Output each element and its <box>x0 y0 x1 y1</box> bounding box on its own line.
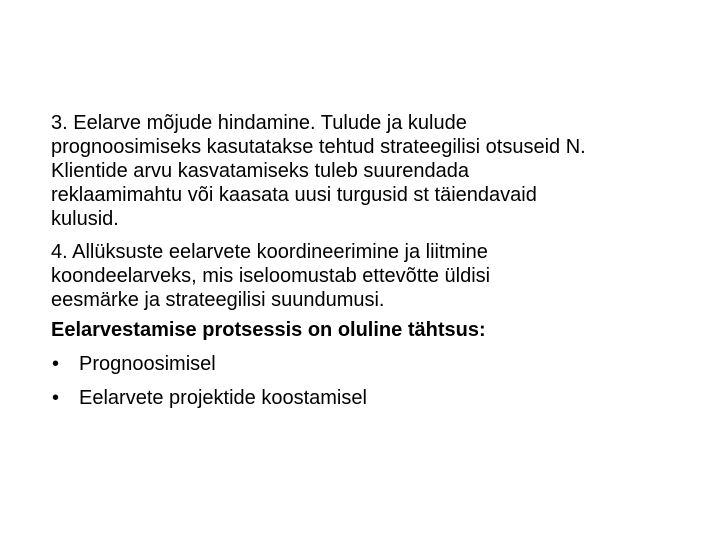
paragraph-budget-coordination <box>51 240 711 312</box>
bullet-marker: • <box>52 387 60 409</box>
bullet-list <box>51 352 711 410</box>
bullet-item <box>51 386 711 410</box>
paragraph-line: Klientide arvu kasvatamiseks tuleb suurendada <box>51 160 470 182</box>
paragraph-line: prognoosimiseks kasutatakse tehtud strateegilisi otsuseid N. <box>51 136 586 158</box>
paragraph-budget-impact <box>51 111 711 231</box>
slide-content <box>51 111 711 420</box>
bullet-text: Eelarvete projektide koostamisel <box>79 387 367 409</box>
paragraph-line: 3. Eelarve mõjude hindamine. Tulude ja kulude <box>51 112 467 134</box>
paragraph-line: eesmärke ja strateegilisi suundumusi. <box>51 289 385 311</box>
bullet-item <box>51 352 711 376</box>
paragraph-line: reklaamimahtu või kaasata uusi turgusid st täiendavaid <box>51 184 537 206</box>
paragraph-line: kulusid. <box>51 208 119 230</box>
bullet-text: Prognoosimisel <box>79 353 216 375</box>
section-heading: Eelarvestamise protsessis on oluline tähtsus: <box>51 319 486 341</box>
paragraph-line: 4. Allüksuste eelarvete koordineerimine ja liitmine <box>51 241 488 263</box>
bullet-marker: • <box>52 353 60 375</box>
paragraph-line: koondeelarveks, mis iseloomustab ettevõtte üldisi <box>51 265 491 287</box>
